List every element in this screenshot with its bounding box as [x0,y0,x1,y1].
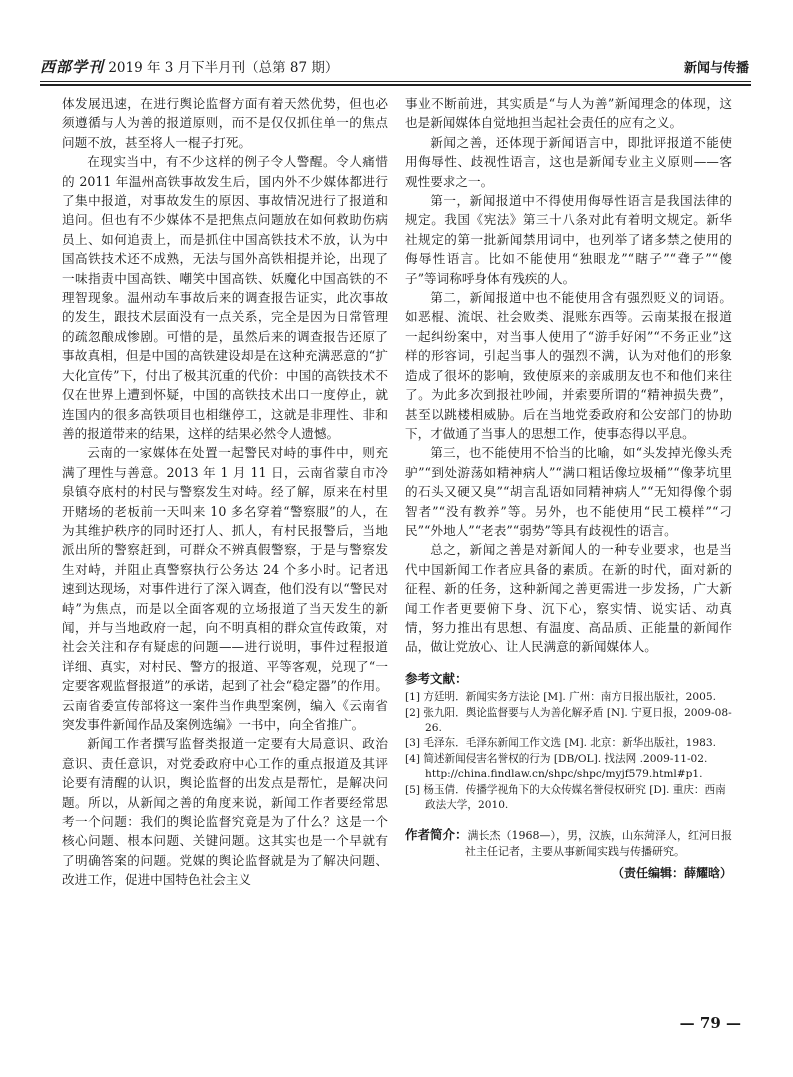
paragraph: 新闻之善，还体现于新闻语言中，即批评报道不能使用侮辱性、歧视性语言，这也是新闻专业主义原则——客观性要求之一。 [405,134,732,189]
author-bio [405,827,732,860]
header-rule-thick [40,84,751,86]
journal-issue-line [40,56,338,77]
header-rule [40,81,751,82]
paragraph: 总之，新闻之善是对新闻人的一种专业要求，也是当代中国新闻工作者应具备的素质。在新的时代，面对新的征程、新的任务，这种新闻之善更需进一步发扬，广大新闻工作者更要俯下身、沉下心，察实情、说实话、动真情，努力推出有思想、有温度、高品质、正能量的新闻作品，做让党放心、让人民满意的新闻媒体人。 [405,542,732,655]
right-column-body [405,94,732,657]
journal-masthead: 西部学刊 [40,58,105,76]
reference-item: [5] 杨玉倩．传播学视角下的大众传媒名誉侵权研究 [D]. 重庆：西南政法大学，2010. [405,783,726,812]
reference-item: [3] 毛泽东．毛泽东新闻工作文选 [M]. 北京：新华出版社，1983. [405,737,716,750]
responsible-editor: （责任编辑：薛耀晗） [611,866,732,881]
paragraph: 在现实当中，有不少这样的例子令人警醒。令人痛惜的 2011 年温州高铁事故发生后，国内外不少媒体都进行了集中报道，对事故发生的原因、事故情况进行了报道和追问。但也有不少媒体不是把焦点问题放在如何救助伤病员上、如何追责上，而是抓住中国高铁技术不放，认为中国高铁技术还不成熟，无法与国外高铁相提并论，出现了一味指责中国高铁、嘲笑中国高铁、妖魔化中国高铁的不理智现象。温州动车事故后来的调查报告证实，此次事故的发生，跟技术层面没有一点关系，完全是因为日常管理的疏忽酿成惨剧。可惜的是，虽然后来的调查报告还原了事故真相，但是中国的高铁建设却是在这种充满恶意的“扩大化宣传”下，付出了极其沉重的代价：中国的高铁技术不仅在世界上遭到怀疑，中国的高铁技术出口一度停止，就连国内的很多高铁项目也相继停工，这就是非理性、非和善的报道带来的结果，这样的结果必然令人遗憾。 [62,154,388,441]
paragraph: 第二，新闻报道中也不能使用含有强烈贬义的词语。如恶棍、流氓、社会败类、混账东西等。云南某报在报道一起纠纷案中，对当事人使用了“游手好闲”“不务正业”这样的形容词，引起当事人的强烈不满，认为对他们的形象造成了很坏的影响，致使原来的亲戚朋友也不和他们来往了。为此多次到报社吵闹，并索要所谓的“精神损失费”，甚至以跳楼相威胁。后在当地党委政府和公安部门的协助下，才做通了当事人的思想工作，使事态得以平息。 [405,290,732,441]
author-text: 满长杰（1968—），男，汉族，山东菏泽人，红河日报社主任记者，主要从事新闻实践与传播研究。 [465,829,733,859]
paragraph: 新闻工作者撰写监督类报道一定要有大局意识、政治意识、责任意识，对党委政府中心工作的重点报道及其评论要有清醒的认识，舆论监督的出发点是帮忙，是解决问题。所以，从新闻之善的角度来说，新闻工作者要经常思考一个问题：我们的舆论监督究竟是为了什么？这是一个核心问题、根本问题、关键问题。这其实也是一个早就有了明确答案的问题。党媒的舆论监督就是为了解决问题、改进工作，促进中国特色社会主义 [62,736,388,888]
author-label: 作者简介： [405,827,468,843]
paragraph: 云南的一家媒体在处置一起警民对峙的事件中，则充满了理性与善意。2013 年 1 月 11 日，云南省蒙自市冷泉镇夺底村的村民与警察发生对峙。经了解，原来在村里开赌场的老板前一天叫来 10 多名穿着“警察服”的人，在为其维护秩序的同时还打人、抓人，有村民报警后，当地派出所的警察赶到，可群众不辨真假警察，于是与警察发生对峙，并阻止真警察执行公务达 24 个多小时。记者迅速到达现场，对事件进行了深入调查，他们没有以“警民对峙”为焦点，而是以全面客观的立场报道了当天发生的新闻，并与当地政府一起，向不明真相的群众宣传政策，对社会关注和存有疑虑的问题——进行说明，事件过程报道详细、真实，对村民、警方的报道、平等客观，兑现了“一定要客观监督报道”的承诺，起到了社会“稳定器”的作用。云南省委宣传部将这一案件当作典型案例，编入《云南省突发事件新闻作品及案例选编》一书中，向全省推广。 [62,445,388,732]
right-column [405,94,732,884]
paragraph: 事业不断前进，其实质是“与人为善”新闻理念的体现，这也是新闻媒体自觉地担当起社会责任的应有之义。 [405,96,732,131]
section-title: 新闻与传播 [683,61,749,76]
left-column [62,94,388,890]
paragraph: 第一，新闻报道中不得使用侮辱性语言是我国法律的规定。我国《宪法》第三十八条对此有着明文规定。新华社规定的第一批新闻禁用词中，也列举了诸多禁之使用的侮辱性语言。比如不能使用“独眼龙”“瞎子”“聋子”“傻子”等词称呼身体有残疾的人。 [405,193,732,286]
issue-info: 2019 年 3 月下半月刊（总第 87 期） [108,60,339,76]
paragraph: 第三，也不能使用不恰当的比喻，如“头发掉光像头秃驴”“到处游荡如精神病人”“满口粗话像垃圾桶”“像茅坑里的石头又硬又臭”“胡言乱语如同精神病人”“无知得像个弱智者”“没有教养”等。另外，也不能使用“民工模样”“刁民”“外地人”“老表”“弱势”等具有歧视性的语言。 [405,445,732,538]
page-header [40,52,751,80]
reference-item: [4] 简述新闻侵害名誉权的行为 [DB/OL]. 找法网 .2009-11-02. http://china.findlaw.cn/shpc/shpc/myjf579.html#p1. [405,752,708,781]
reference-item: [2] 张九阳．舆论监督要与人为善化解矛盾 [N]. 宁夏日报，2009-08-26. [405,706,732,734]
page-number: — 79 — [679,1014,741,1032]
reference-item: [1] 方廷明．新闻实务方法论 [M]. 广州：南方日报出版社，2005. [405,691,716,704]
references-title: 参考文献： [405,670,468,686]
references-list [405,690,732,813]
paragraph: 体发展迅速，在进行舆论监督方面有着天然优势，但也必须遵循与人为善的报道原则，而不是仅仅抓住单一的焦点问题不放，甚至将人一棍子打死。 [62,96,388,150]
